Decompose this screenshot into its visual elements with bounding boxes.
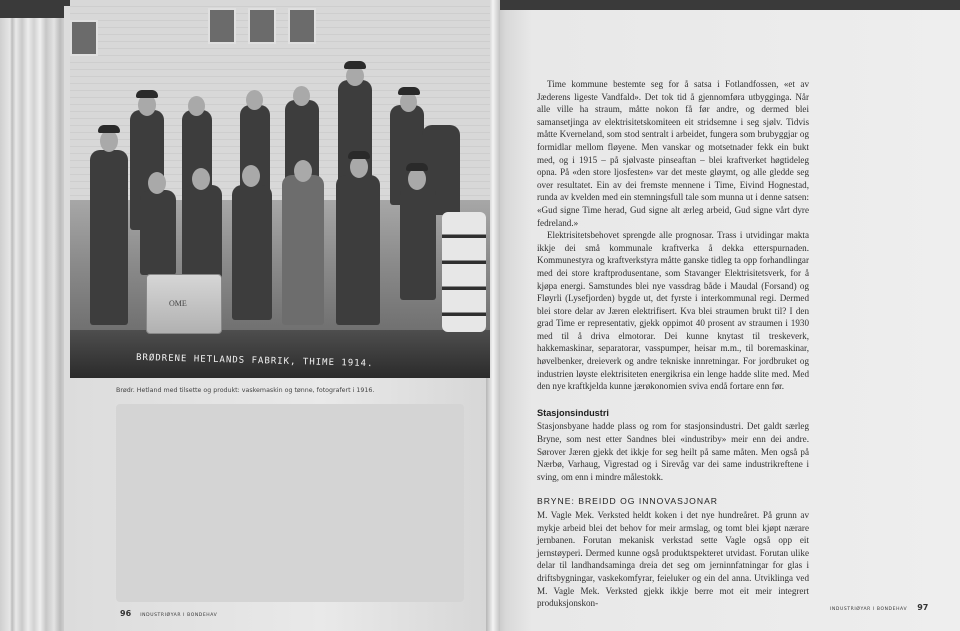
historical-photograph — [70, 0, 490, 378]
photo-cap — [344, 61, 366, 69]
photo-person — [400, 185, 436, 300]
photo-window — [70, 20, 98, 56]
photo-inscription: BRØDRENE HETLANDS FABRIK, THIME 1914. — [135, 352, 374, 370]
photo-person — [90, 150, 128, 325]
subsection-heading: BRYNE: BREIDD OG INNOVASJONAR — [537, 496, 719, 507]
left-running-head: INDUSTRIØYAR I BONDEHAV — [140, 613, 218, 618]
paragraph: Time kommune bestemte seg for å satsa i Fotlandfossen, «et av Jæderens ligeste Vandfald». Det tok tid å gjennomføra utbygginga. Når alle ville ha straum, måtte nokon få før andre, og dermed blei samansetjinga av elektrisitetskomiteen eit stridsemne i seg sjølv. Tidvis måtte Kverneland, som stod sentralt i arbeidet, fungera som brubyggjar og formidlar mellom fløyene. Men vanskar og motsetnader fekk ein bukt med, og i 1915 – på sjølvaste pinseaftan – blei kraftverket høgtideleg opna. På «den store ljosfesten» var det meste gløymt, og alle gledde seg over resultatet. Ein av dei fremste mennene i Time, Eivind Hognestad, runda av kvelden med ein stemningsfull tale som munna ut i denne satsen: «Gud signe Time herad, Gud signe alt ærleg arbeid, Gud signe vårt dyre fedreland.» — [537, 79, 809, 228]
photo-caption: Brødr. Hetland med tilsette og produkt: vaskemaskin og tønne, fotografert i 1916. — [116, 387, 375, 394]
photo-head — [192, 168, 210, 190]
bleed-through-area — [116, 404, 464, 602]
page-stack — [0, 18, 66, 631]
photo-head — [100, 130, 118, 152]
photo-head — [188, 96, 205, 116]
photo-head — [246, 90, 263, 110]
photo-head — [148, 172, 166, 194]
photo-person — [336, 175, 380, 325]
photo-head — [294, 160, 312, 182]
photo-person — [140, 190, 176, 275]
photo-cap — [136, 90, 158, 98]
right-running-head: INDUSTRIØYAR I BONDEHAV — [830, 607, 908, 612]
photo-head — [242, 165, 260, 187]
photo-ground — [70, 330, 490, 378]
photo-head — [346, 66, 364, 86]
right-page-number: 97 — [917, 603, 929, 612]
photo-window — [208, 8, 236, 44]
left-page-number: 96 — [120, 609, 132, 618]
photo-washing-machine — [146, 274, 222, 334]
washer-label: OME — [169, 299, 187, 308]
photo-cap — [348, 151, 370, 159]
photo-barrel — [442, 212, 486, 332]
left-folio — [120, 601, 217, 620]
body-text — [537, 78, 809, 610]
section-heading: Stasjonsindustri — [537, 407, 609, 418]
photo-head — [400, 92, 417, 112]
photo-person — [232, 185, 272, 320]
photo-person — [282, 175, 324, 325]
right-folio — [830, 595, 928, 614]
paragraph: M. Vagle Mek. Verksted heldt koken i det nye hundreåret. På grunn av mykje arbeid blei det behov for meir armslag, og tomt blei kjøpt nærare jernbanen. Forutan mekanisk verkstad sette Vagle også opp eit jernstøyperi. Dermed kunne også produktspekteret utvidast. Forutan ulike delar til landhandsaminga dreia det seg om jerninnfatningar for glas i driftsbygningar, vaskekomfyrar, feieluker og ein del anna. Utviklinga ved M. Vagle Mek. Verksted gjekk ikkje berre mot eit meir integrert produksjonskon- — [537, 510, 809, 609]
paragraph: Elektrisitetsbehovet sprengde alle prognosar. Trass i utvidingar makta ikkje dei små kommunale kraftverka å dekka etterspurnaden. Kommunestyra og kraftverkstyra måtte ganske tidleg ta opp forhandlingar med dei store kraftprodusentane, som Stavanger Elektrisitetsverk, for å kjøpa energi. Samstundes blei nye vassdrag både i Maudal (Forsand) og Fløyrli (Lysefjorden) bygde ut, det fyrste i interkommunal regi. Dermed blei store delar av Jæren elektrifisert. Kva blei straumen brukt til? I den grad Time er representativ, gjekk oppimot 40 prosent av straumen i 1930 med til å driva elmotorar. Dei kunne knytast til treskeverk, hakkemaskinar, separatorar, vasspumper, heisar m.m., til boremaskinar, høvelbenker, dreieverk og andre tekniske innretningar. For jordbruket og industrien løyste elektrisiteten energikrisa ein lenge hadde slite med. Med den nye kraftkjelda kunne jærøkonomien sviva endå fortare enn før. — [537, 230, 809, 392]
photo-cap — [98, 125, 120, 133]
photo-head — [293, 86, 310, 106]
paragraph: Stasjonsbyane hadde plass og rom for stasjonsindustri. Det galdt særleg Bryne, som nest etter Sandnes blei «industriby» meir enn dei andre. Sørover Jæren gjekk det ikkje for seg heilt på same måten. Men også på Nærbø, Varhaug, Vigrestad og i Sirevåg var dei same industrikreftene i sving, om enn i mindre målestokk. — [537, 421, 809, 482]
photo-head — [408, 168, 426, 190]
photo-head — [350, 156, 368, 178]
photo-window — [248, 8, 276, 44]
photo-cap — [398, 87, 420, 95]
photo-window — [288, 8, 316, 44]
photo-cap — [406, 163, 428, 171]
